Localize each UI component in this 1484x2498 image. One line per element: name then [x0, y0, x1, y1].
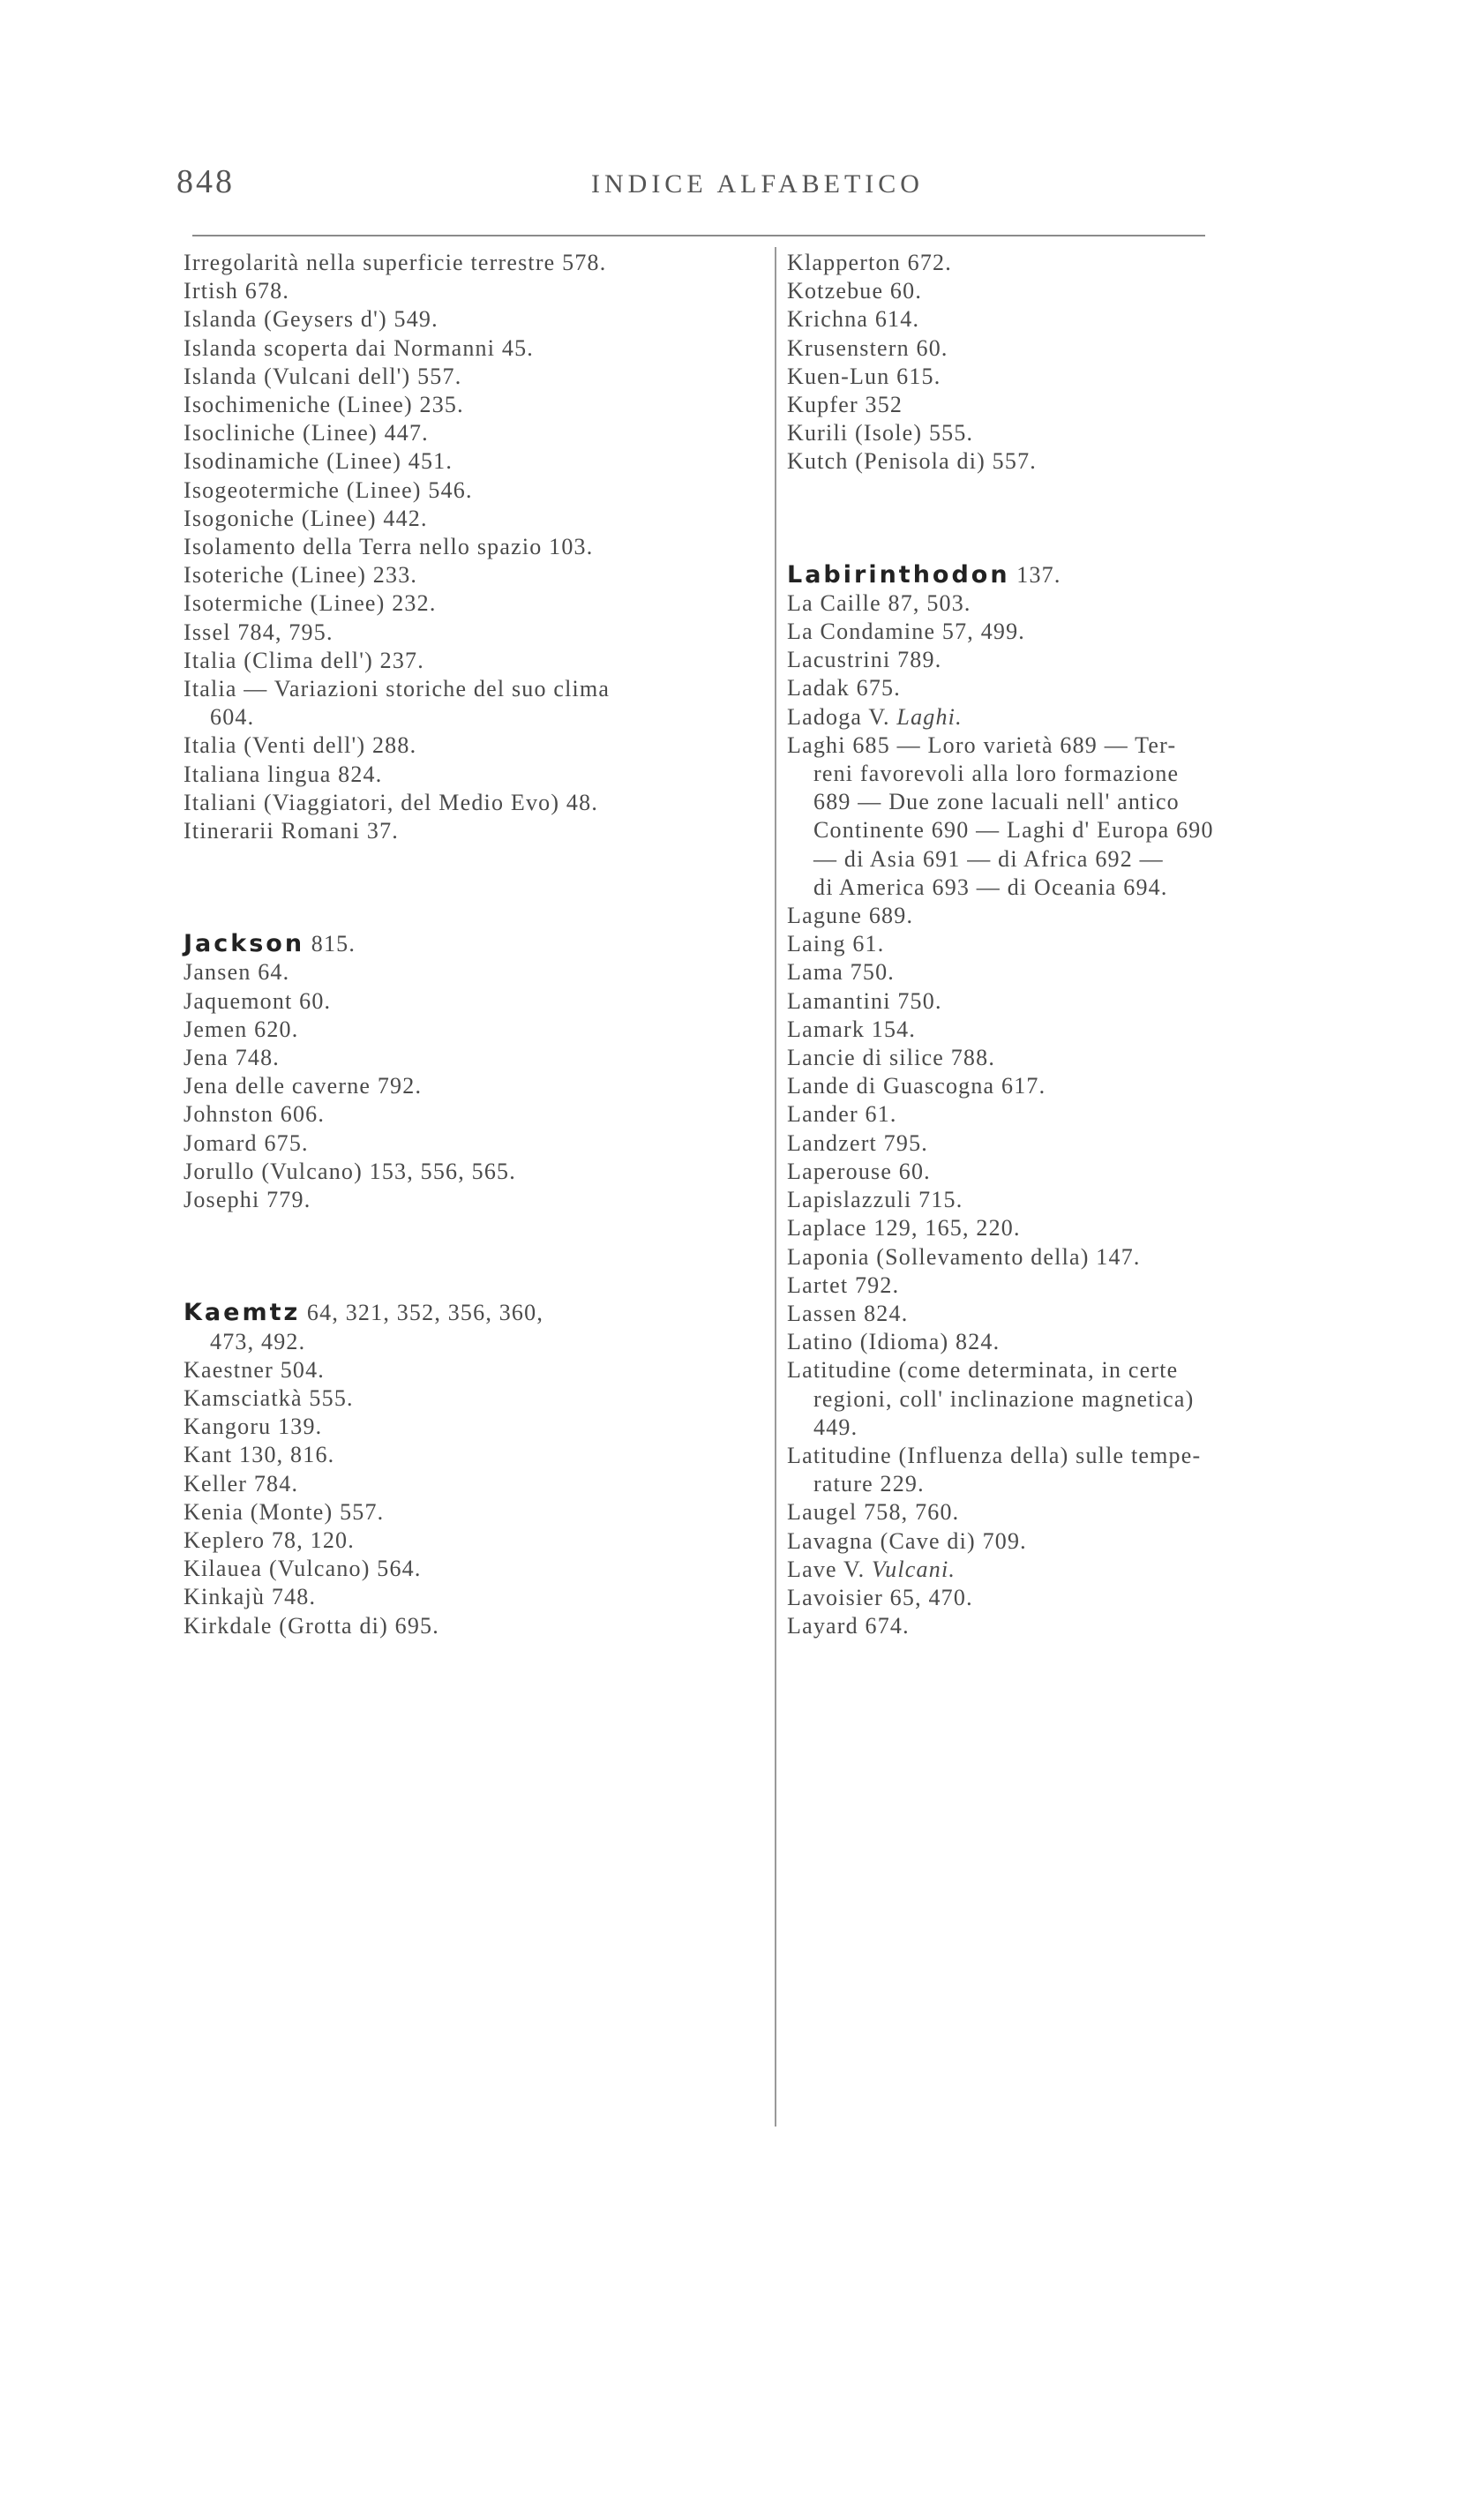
running-title: INDICE ALFABETICO — [591, 169, 924, 199]
index-entry: Islanda scoperta dai Normanni 45. — [184, 334, 534, 361]
index-entry-continuation: rature 229. — [813, 1471, 925, 1497]
index-entry: Kirkdale (Grotta di) 695. — [184, 1612, 439, 1639]
index-entry: Kilauea (Vulcano) 564. — [184, 1556, 422, 1582]
index-entry: Lamantini 750. — [787, 987, 942, 1014]
index-entry: Isoteriche (Linee) 233. — [184, 562, 418, 589]
index-entry: Latitudine (come determinata, in certe — [787, 1357, 1179, 1384]
section-l — [787, 561, 1360, 1641]
index-entry: Jena 748. — [184, 1045, 280, 1071]
index-entry: Issel 784, 795. — [184, 619, 334, 645]
index-entry: Lancie di silice 788. — [787, 1045, 996, 1071]
index-entry: Italia — Variazioni storiche del suo clima — [184, 676, 611, 702]
index-entry: Landzert 795. — [787, 1129, 928, 1156]
index-entry — [787, 703, 1360, 731]
section-lead-entry — [184, 1299, 748, 1327]
index-entry: Kotzebue 60. — [787, 278, 923, 304]
index-entry: Lama 750. — [787, 959, 895, 986]
index-entry: La Caille 87, 503. — [787, 589, 971, 616]
page-header — [176, 162, 990, 215]
index-entry: Islanda (Vulcani dell') 557. — [184, 363, 462, 389]
index-entry: Lartet 792. — [787, 1272, 900, 1298]
right-column — [787, 249, 1360, 1640]
index-entry-continuation: reni favorevoli alla loro formazione — [813, 761, 1180, 787]
index-entry: Keplero 78, 120. — [184, 1527, 355, 1553]
index-entry: Kutch (Penisola di) 557. — [787, 448, 1037, 475]
index-entry: Keller 784. — [184, 1470, 299, 1497]
index-entry-continuation: 689 — Due zone lacuali nell' antico — [813, 789, 1180, 815]
index-entry: Jena delle caverne 792. — [184, 1073, 423, 1099]
cross-reference-target: Vulcani. — [872, 1556, 956, 1582]
index-entry-continuation: regioni, coll' inclinazione magnetica) — [813, 1385, 1195, 1412]
index-entry: Irtish 678. — [184, 278, 290, 304]
index-entry: Klapperton 672. — [787, 250, 952, 275]
section-lead-word: Kaemtz — [184, 1299, 301, 1327]
index-entry-continuation: 604. — [210, 704, 255, 731]
section-lead-pages: 137. — [1009, 561, 1061, 588]
index-entry: Kurili (Isole) 555. — [787, 420, 974, 446]
section-k-continued — [787, 249, 1360, 476]
index-entry: Lavagna (Cave di) 709. — [787, 1527, 1027, 1554]
index-entry: Isochimeniche (Linee) 235. — [184, 392, 464, 418]
cross-reference-target: Laghi. — [896, 703, 963, 730]
index-entry: Laugel 758, 760. — [787, 1499, 960, 1526]
index-entry: Lander 61. — [787, 1101, 897, 1128]
cross-reference-text: Lave V. — [787, 1556, 873, 1582]
index-entry: Kamsciatkà 555. — [184, 1384, 354, 1411]
index-entry: Kinkajù 748. — [184, 1584, 317, 1610]
index-entry: Lassen 824. — [787, 1300, 909, 1326]
cross-reference-text: Ladoga V. — [787, 703, 897, 730]
index-entry: La Condamine 57, 499. — [787, 619, 1025, 645]
section-lead-entry — [184, 930, 748, 958]
index-entry: Islanda (Geysers d') 549. — [184, 306, 438, 333]
section-lead-word: Jackson — [184, 930, 305, 958]
section-lead-entry — [787, 561, 1360, 589]
index-entry: Laperouse 60. — [787, 1158, 931, 1184]
index-entry: Lamark 154. — [787, 1016, 917, 1042]
page-number: 848 — [176, 163, 235, 200]
index-entry: Kuen-Lun 615. — [787, 363, 941, 389]
index-entry: Jaquemont 60. — [184, 987, 332, 1014]
index-entry: Jemen 620. — [184, 1016, 299, 1042]
left-column — [184, 249, 748, 1640]
index-entry: Irregolarità nella superficie terrestre 578. — [184, 250, 607, 275]
section-lead-pages: 815. — [304, 931, 356, 957]
index-entry: Laghi 685 — Loro varietà 689 — Ter- — [787, 731, 1177, 758]
header-rule — [192, 235, 1205, 236]
section-j — [184, 930, 748, 1214]
index-entry: Krusenstern 60. — [787, 334, 948, 361]
section-gap — [184, 845, 748, 930]
index-entry: Isogeotermiche (Linee) 546. — [184, 476, 473, 503]
index-entry: Latino (Idioma) 824. — [787, 1329, 1001, 1355]
index-entry: Ladak 675. — [787, 675, 901, 701]
index-entry: Lavoisier 65, 470. — [787, 1584, 973, 1610]
index-entry-continuation: di America 693 — di Oceania 694. — [813, 874, 1168, 900]
index-entry: Krichna 614. — [787, 306, 920, 333]
index-entry: Lacustrini 789. — [787, 647, 942, 673]
index-entry: Italia (Clima dell') 237. — [184, 647, 424, 673]
index-entry — [787, 1556, 1360, 1584]
index-entry: Lagune 689. — [787, 903, 914, 929]
index-entry: Isodinamiche (Linee) 451. — [184, 448, 453, 475]
index-entry: Laing 61. — [787, 931, 885, 957]
index-entry-continuation: 473, 492. — [210, 1328, 306, 1354]
index-entry: Kant 130, 816. — [184, 1442, 335, 1468]
column-divider — [775, 247, 776, 2127]
index-entry: Lande di Guascogna 617. — [787, 1073, 1046, 1099]
index-entry: Italiana lingua 824. — [184, 761, 383, 787]
index-entry: Laponia (Sollevamento della) 147. — [787, 1243, 1141, 1270]
index-entry: Jansen 64. — [184, 959, 290, 986]
index-entry: Jomard 675. — [184, 1129, 309, 1156]
section-i — [184, 249, 748, 845]
index-entry: Isolamento della Terra nello spazio 103. — [184, 534, 594, 560]
section-lead-word: Labirinthodon — [787, 560, 1010, 589]
index-entry: Isogoniche (Linee) 442. — [184, 505, 428, 531]
index-entry: Italia (Venti dell') 288. — [184, 732, 417, 759]
index-entry: Kenia (Monte) 557. — [184, 1498, 385, 1525]
index-entry: Isocliniche (Linee) 447. — [184, 420, 429, 446]
index-entry: Layard 674. — [787, 1613, 910, 1639]
section-gap — [787, 476, 1360, 561]
index-entry: Lapislazzuli 715. — [787, 1187, 963, 1213]
section-lead-pages: 64, 321, 352, 356, 360, — [300, 1300, 544, 1326]
index-entry: Latitudine (Influenza della) sulle tempe- — [787, 1442, 1202, 1468]
index-entry: Itinerarii Romani 37. — [184, 818, 399, 844]
index-entry: Josephi 779. — [184, 1187, 311, 1213]
index-entry: Kupfer 352 — [787, 392, 903, 418]
index-entry: Kaestner 504. — [184, 1356, 325, 1383]
section-k — [184, 1299, 748, 1639]
index-entry: Italiani (Viaggiatori, del Medio Evo) 48. — [184, 789, 599, 815]
section-gap — [184, 1214, 748, 1299]
index-entry: Johnston 606. — [184, 1101, 326, 1128]
index-entry: Laplace 129, 165, 220. — [787, 1215, 1021, 1241]
index-entry-continuation: Continente 690 — Laghi d' Europa 690 — [813, 817, 1214, 844]
index-entry: Kangoru 139. — [184, 1414, 323, 1440]
index-entry-continuation: — di Asia 691 — di Africa 692 — — [813, 845, 1164, 872]
index-entry-continuation: 449. — [813, 1414, 858, 1440]
index-entry: Jorullo (Vulcano) 153, 556, 565. — [184, 1158, 516, 1184]
index-entry: Isotermiche (Linee) 232. — [184, 590, 437, 617]
